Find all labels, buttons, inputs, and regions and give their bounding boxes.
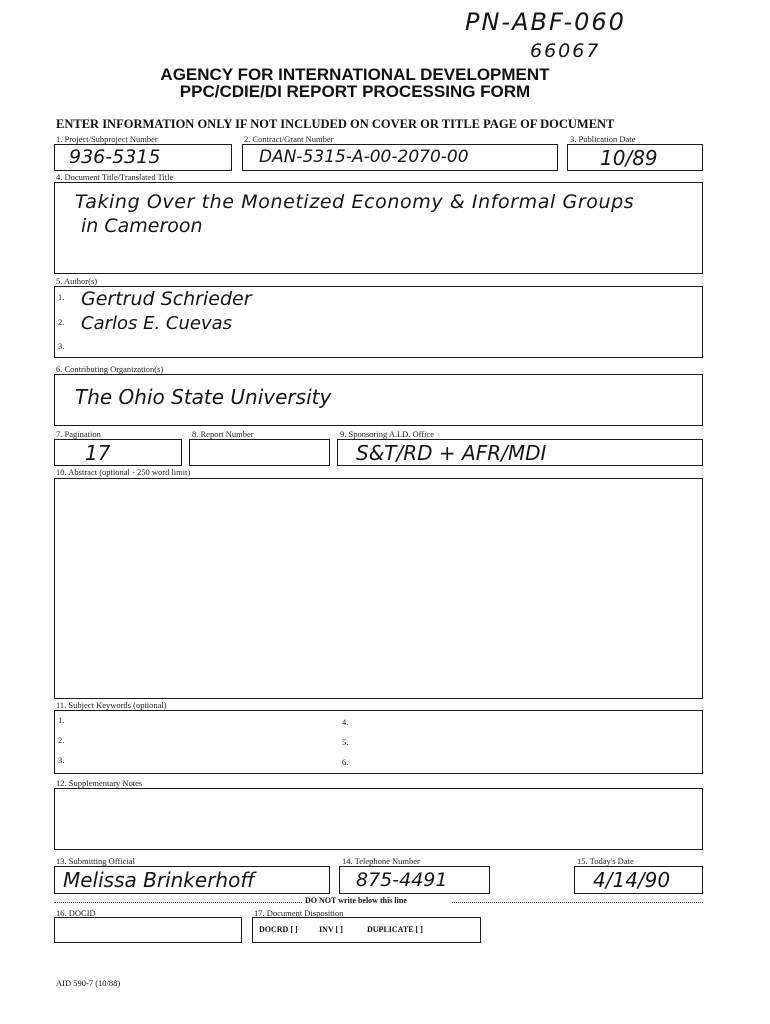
project-number-value: 936-5315: [69, 146, 161, 168]
supplementary-notes-field[interactable]: [54, 788, 703, 850]
author-3-number: 3.: [58, 341, 65, 351]
document-title-line1: Taking Over the Monetized Economy & Informal Groups: [75, 191, 635, 213]
separator-dotted-left: [54, 902, 302, 903]
author-2-name: Carlos E. Cuevas: [81, 313, 233, 334]
keyword-4-number: 4.: [342, 717, 349, 727]
todays-date-field[interactable]: [574, 866, 703, 894]
project-number-label: 1. Project/Subproject Number: [56, 134, 158, 144]
do-not-write-notice: DO NOT write below this line: [305, 896, 407, 905]
report-number-field[interactable]: [189, 439, 330, 466]
keyword-5-number: 5.: [342, 737, 349, 747]
contributing-org-label: 6. Contributing Organization(s): [56, 364, 164, 374]
todays-date-label: 15. Today's Date: [577, 856, 634, 866]
keywords-field[interactable]: [54, 710, 703, 774]
sponsoring-office-label: 9. Sponsoring A.I.D. Office: [340, 429, 435, 439]
pagination-value: 17: [85, 441, 111, 465]
author-1-number: 1.: [58, 292, 65, 302]
todays-date-value: 4/14/90: [593, 868, 671, 892]
keyword-6-number: 6.: [342, 757, 349, 767]
submitting-official-value: Melissa Brinkerhoff: [63, 868, 255, 892]
disposition-label: 17. Document Disposition: [254, 908, 344, 918]
separator-dotted-right: [452, 902, 703, 903]
telephone-label: 14. Telephone Number: [342, 856, 420, 866]
authors-label: 5. Author(s): [56, 276, 98, 286]
supplementary-notes-label: 12. Supplementary Notes: [56, 778, 143, 788]
authors-field[interactable]: [54, 286, 703, 358]
keywords-label: 11. Subject Keywords (optional): [56, 700, 167, 710]
report-number-label: 8. Report Number: [192, 429, 254, 439]
telephone-field[interactable]: [339, 866, 490, 894]
publication-date-value: 10/89: [600, 146, 658, 170]
form-title-form: PPC/CDIE/DI REPORT PROCESSING FORM: [179, 82, 531, 101]
pagination-label: 7. Pagination: [56, 429, 101, 439]
contributing-org-value: The Ohio State University: [75, 385, 332, 409]
document-title-line2: in Cameroon: [81, 215, 203, 237]
instruction-text: ENTER INFORMATION ONLY IF NOT INCLUDED ON COVER OR TITLE PAGE OF DOCUMENT: [56, 117, 615, 131]
sponsoring-office-field[interactable]: [337, 439, 703, 466]
reference-number: PN-ABF-060: [465, 8, 626, 36]
docid-field[interactable]: [54, 917, 242, 943]
submitting-official-label: 13. Submitting Official: [56, 856, 135, 866]
author-1-name: Gertrud Schrieder: [81, 288, 252, 310]
author-2-number: 2.: [58, 317, 65, 327]
disposition-inv[interactable]: INV [ ]: [319, 925, 343, 934]
keyword-3-number: 3.: [58, 755, 65, 765]
form-number-footer: AID 590-7 (10/88): [56, 978, 121, 988]
reference-number-secondary: 66067: [530, 40, 601, 62]
disposition-docrd[interactable]: DOCRD [ ]: [259, 925, 298, 934]
publication-date-label: 3. Publication Date: [570, 134, 636, 144]
contract-number-label: 2. Contract/Grant Number: [244, 134, 334, 144]
sponsoring-office-value: S&T/RD + AFR/MDI: [356, 441, 547, 465]
document-title-label: 4. Document Title/Translated Title: [56, 172, 174, 182]
disposition-field: [252, 917, 481, 943]
contract-number-field[interactable]: [242, 144, 558, 171]
abstract-label: 10. Abstract (optional - 250 word limit): [56, 467, 191, 477]
contract-number-value: DAN-5315-A-00-2070-00: [259, 147, 469, 167]
keyword-1-number: 1.: [58, 715, 65, 725]
publication-date-field[interactable]: [567, 144, 703, 171]
document-title-field[interactable]: [54, 182, 703, 274]
disposition-duplicate[interactable]: DUPLICATE [ ]: [367, 925, 423, 934]
docid-label: 16. DOCID: [56, 908, 96, 918]
pagination-field[interactable]: [54, 439, 182, 466]
form-title-agency: AGENCY FOR INTERNATIONAL DEVELOPMENT: [160, 65, 550, 84]
contributing-org-field[interactable]: [54, 374, 703, 426]
submitting-official-field[interactable]: [54, 866, 330, 894]
telephone-value: 875-4491: [356, 869, 448, 891]
abstract-field[interactable]: [54, 478, 703, 699]
keyword-2-number: 2.: [58, 735, 65, 745]
project-number-field[interactable]: [54, 144, 232, 171]
